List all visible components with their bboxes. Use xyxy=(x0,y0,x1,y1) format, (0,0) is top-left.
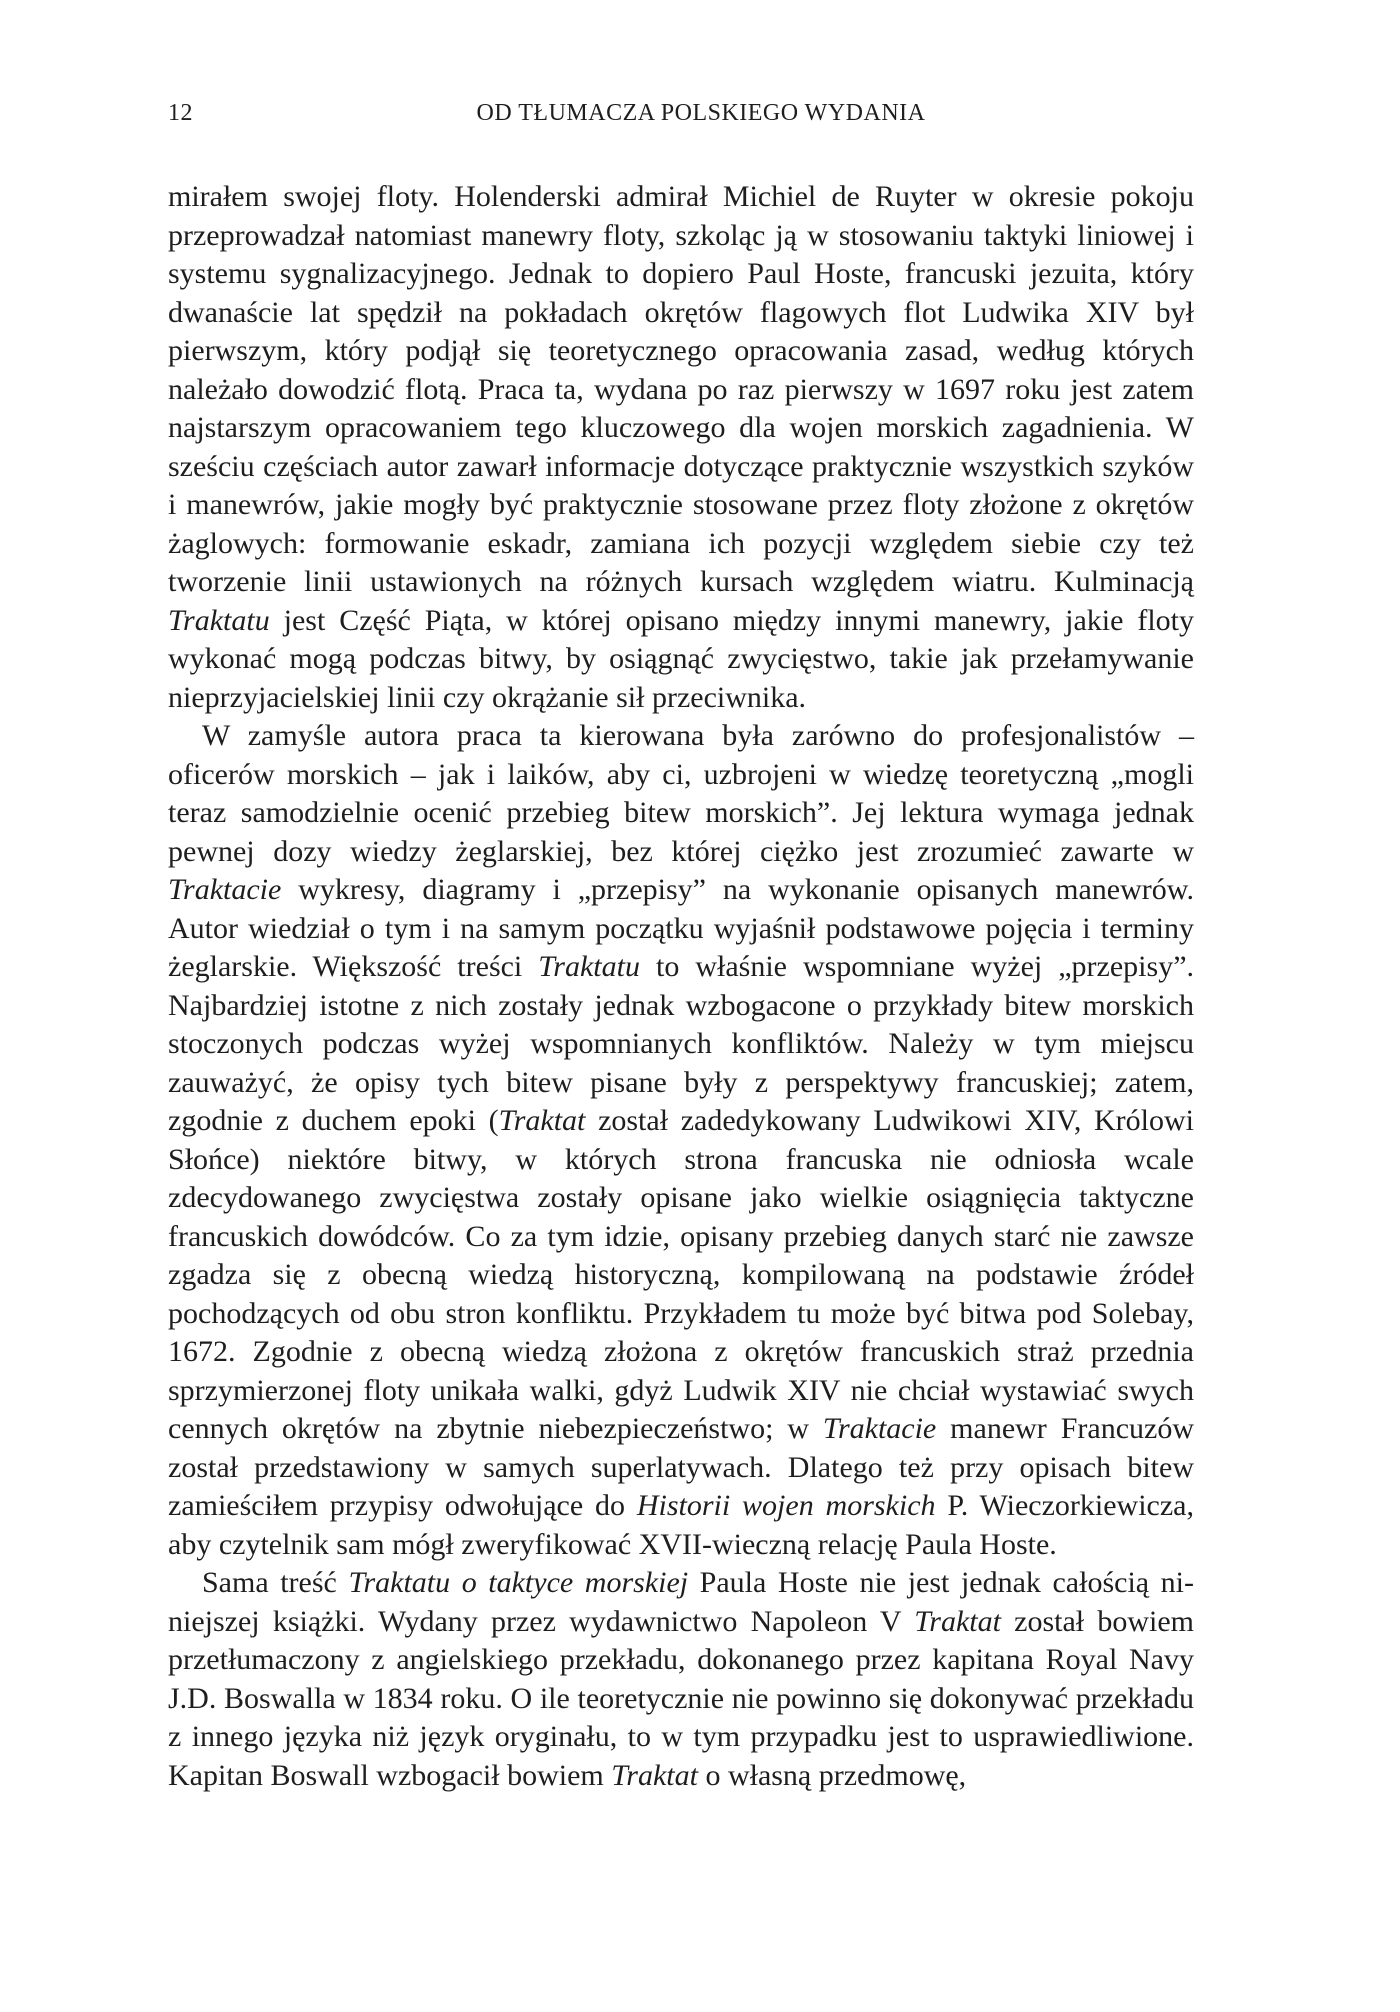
italic-run: Traktatu o taktyce morskiej xyxy=(348,1566,689,1599)
paragraph-2 xyxy=(168,717,1194,1564)
italic-run: Traktat xyxy=(611,1758,698,1792)
italic-run: Traktatu xyxy=(538,950,640,983)
italic-run: Historii wojen morskich xyxy=(636,1489,936,1522)
italic-run: Traktat xyxy=(498,1104,586,1137)
italic-run: Traktacie xyxy=(822,1412,937,1445)
page-number: 12 xyxy=(168,100,193,126)
text-run: W zamyśle autora praca ta kierowana była zarówno do profesjonalistów – oficerów morskich – jak i laików, aby ci, uzbrojeni w wiedzę teoretyczną „mogli teraz samodzielnie ocenić przebieg bitew morskich”. Jej lektura wymaga jednak pewnej dozy wiedzy żeglarskiej, bez której ciężko jest zrozumieć zawarte w xyxy=(168,719,1194,868)
text-run: to właśnie wspomniane wyżej „przepisy”. Najbardziej istotne z nich zostały jednak wzbogacone o przykłady bitew morskich stoczonych podczas wyżej wspomnianych konfliktów. Należy w tym miejscu zauważyć, że opisy tych bitew pisane były z perspektywy francuskiej; zatem, zgodnie z duchem epoki ( xyxy=(168,950,1195,1137)
text-run: o własną przedmowę, xyxy=(697,1758,967,1792)
running-title: OD TŁUMACZA POLSKIEGO WYDANIA xyxy=(476,100,926,126)
italic-run: Traktacie xyxy=(168,873,282,906)
text-run: wykresy, diagramy i „przepisy” na wykonanie opisanych manewrów. Autor wiedział o tym i na samym początku wyjaśnił podstawowe pojęcia i terminy żeglarskie. Większość treści xyxy=(168,873,1194,983)
body-text xyxy=(168,178,1194,1795)
text-run: Paula Hoste nie jest jednak całością niniejszej książki. Wydany przez wydawnictwo Napoleon V xyxy=(168,1566,1195,1638)
paragraph-1 xyxy=(168,178,1194,717)
text-run: jest Część Piąta, w której opisano między innymi manewry, jakie floty wykonać mogą podczas bitwy, by osiągnąć zwycięstwo, takie jak przełamywanie nieprzyjacielskiej linii czy okrążanie sił przeciwnika. xyxy=(168,603,1194,714)
text-run: manewr Francuzów został przedstawiony w samych superlatywach. Dlatego też przy opisach bitew zamieściłem przypisy odwołujące do xyxy=(168,1412,1194,1522)
text-run: mirałem swojej floty. Holenderski admirał Michiel de Ruyter w okresie pokoju przeprowadzał natomiast manewry floty, szkoląc ją w stosowaniu taktyki liniowej i systemu sygnalizacyjnego. Jednak to dopiero Paul Hoste, francuski jezuita, który dwanaście lat spędził na pokładach okrętów flagowych flot Ludwika XIV był pierwszym, który podjął się teoretycznego opracowania zasad, według których należało dowodzić flotą. Praca ta, wydana po raz pierwszy w 1697 roku jest zatem najstarszym opracowaniem tego kluczowego dla wojen morskich zagadnienia. W sześciu częściach autor zawarł informacje dotyczące praktycznie wszystkich szyków i manewrów, jakie mogły być praktycznie stosowane przez floty złożone z okrętów żaglowych: formowanie eskadr, zamiana ich pozycji względem siebie czy też tworzenie linii ustawionych na różnych kursach względem wiatru. Kulminacją xyxy=(168,180,1194,598)
paragraph-3 xyxy=(168,1564,1194,1795)
text-run: został zadedykowany Ludwikowi XIV, Królowi Słońce) niektóre bitwy, w których strona francuska nie odniosła wcale zdecydowanego zwycięstwa zostały opisane jako wielkie osiągnięcia taktyczne francuskich dowódców. Co za tym idzie, opisany przebieg danych starć nie zawsze zgadza się z obecną wiedzą historyczną, kompilowaną na podstawie źródeł pochodzących od obu stron konfliktu. Przykładem tu może być bitwa pod Solebay, 1672. Zgodnie z obecną wiedzą złożona z okrętów francuskich straż przednia sprzymierzonej floty unikała walki, gdyż Ludwik XIV nie chciał wystawiać swych cennych okrętów na zbytnie niebezpieczeństwo; w xyxy=(168,1104,1195,1445)
text-run: P. Wieczorkiewicza, aby czytelnik sam mógł zweryfikować XVII-wieczną relację Paula Hoste. xyxy=(168,1489,1194,1561)
italic-run: Traktatu xyxy=(168,603,270,637)
text-run: Sama treść xyxy=(202,1566,349,1599)
running-head xyxy=(168,100,1194,140)
italic-run: Traktat xyxy=(914,1604,1001,1638)
text-run: został bowiem przetłumaczony z angielskiego przekładu, dokonanego przez kapitana Royal Navy J.D. Boswalla w 1834 roku. O ile teoretycznie nie powinno się dokonywać przekładu z innego języka niż język oryginału, to w tym przypadku jest to usprawiedliwione. Kapitan Boswall wzbogacił bowiem xyxy=(168,1604,1194,1792)
